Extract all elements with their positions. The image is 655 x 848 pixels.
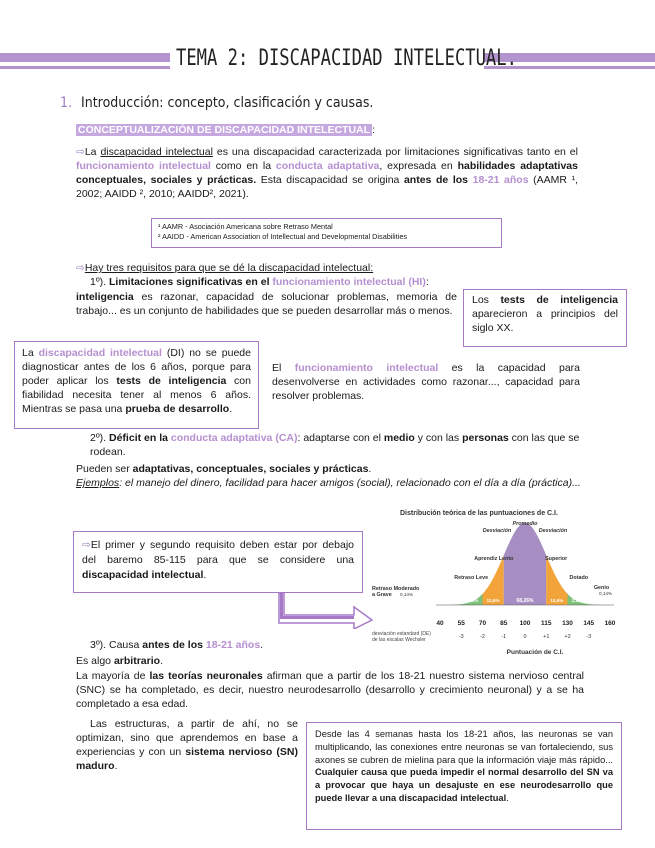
requisite-2-types: Pueden ser adaptativas, conceptuales, sociales y prácticas. xyxy=(76,463,372,475)
chart-x-tick-label: 100 xyxy=(519,620,531,627)
chart-x-tick-label: 130 xyxy=(562,620,573,627)
footnotes-box xyxy=(151,218,502,248)
requisite-1-heading: 1º). Limitaciones significativas en el funcionamiento intelectual (HI): xyxy=(90,276,429,288)
chart-x-axis-label: Puntuación de C.I. xyxy=(506,649,564,656)
chart-x-tick-label: 55 xyxy=(457,620,465,627)
chart-de-label: -3 xyxy=(458,634,464,640)
chart-de-label: -1 xyxy=(501,634,507,640)
chart-tail-percentage: 0,14% xyxy=(598,591,613,596)
tests-note-box: Los tests de inteligencia aparecieron a principios del siglo XX. xyxy=(463,289,627,347)
chart-category-label: Retraso Moderado xyxy=(372,586,420,592)
requisites-intro: ⇨Hay tres requisitos para que se dé la discapacidad intelectual: xyxy=(76,262,374,274)
chart-x-tick-label: 160 xyxy=(604,620,616,627)
chart-x-tick-label: 70 xyxy=(478,620,487,627)
di-diagnosis-box: La discapacidad intelectual (DI) no se puede diagnosticar antes de los 6 años, porque para poder aplicar los tests de inteligencia con fiabilidad necesita tener al menos 6 años. Mientras se pasa una prueba de desarrollo. xyxy=(14,341,259,429)
chart-tail-percentage: 0,14% xyxy=(400,592,414,597)
chart-desviacion-label: Desviación xyxy=(538,528,568,534)
chart-de-label: +1 xyxy=(543,634,550,640)
chart-title: Distribución teórica de las puntuaciones de C.I. xyxy=(400,510,558,517)
section-heading xyxy=(60,94,373,112)
footnote-2: ² AAIDD - American Association of Intellectual and Developmental Disabilities xyxy=(158,232,408,242)
subheading-label: CONCEPTUALIZACIÓN DE DISCAPACIDAD INTELECTUAL xyxy=(78,124,371,136)
chart-de-caption: desviación estandard (DE) xyxy=(372,631,431,637)
chart-de-label: 0 xyxy=(523,634,527,640)
arrow-to-chart-icon xyxy=(276,593,376,629)
title-bar-left xyxy=(0,53,170,62)
chart-x-tick-label: 145 xyxy=(583,620,595,627)
chart-category-label: Promedio xyxy=(512,521,538,527)
chart-percentage-label: 2,15% xyxy=(571,598,585,603)
definition-paragraph: ⇨La discapacidad intelectual es una discapacidad caracterizada por limitaciones significativas tanto en el funcionamiento intelectual como en la conducta adaptativa, expresada en habilidades adaptativas conceptuales, sociales y prácticas. Esta discapacidad se origina antes de los 18-21 años (AAMR ¹, 2002; AAIDD ², 2010; AAIDD², 2021). xyxy=(76,146,578,200)
neurodevelopment-box: Desde las 4 semanas hasta los 18-21 años, las neuronas se van multiplicando, las conexiones entre neuronas se van fortaleciendo, sus axones se cubren de mielina para que la información viaje más rápido... Cualquier causa que pueda impedir el normal desarrollo del SN va a provocar que haya un desajuste en ese neurodesarrollo que puede llevar a una discapacidad intelectual. xyxy=(306,722,622,830)
fi-note: El funcionamiento intelectual es la capacidad para desenvolverse en actividades como razonar..., capacidad para resolver problemas. xyxy=(272,362,580,402)
chart-category-label: Genio xyxy=(593,585,610,591)
baremo-box: ⇨El primer y segundo requisito deben estar por debajo del baremo 85-115 para que se considere una discapacidad intelectual. xyxy=(73,531,363,593)
chart-desviacion-label: Desviación xyxy=(482,528,512,534)
chart-de-label: +2 xyxy=(564,634,571,640)
footnote-1: ¹ AAMR - Asociación Americana sobre Retraso Mental xyxy=(158,222,333,231)
chart-percentage-label: 2,15% xyxy=(465,598,479,603)
title-bar-left-thin xyxy=(0,66,170,69)
chart-percentage-label: 13,6% xyxy=(486,598,500,603)
subheading: CONCEPTUALIZACIÓN DE DISCAPACIDAD INTELECTUAL : xyxy=(78,124,375,136)
chart-category-label: Superior xyxy=(545,556,568,562)
chart-percentage-label: 68,26% xyxy=(516,598,534,604)
page-title: TEMA 2: DISCAPACIDAD INTELECTUAL. xyxy=(176,46,517,71)
requisite-2-heading: 2º). Déficit en la conducta adaptativa (CA): adaptarse con el medio y con las personas con las que se rodean. xyxy=(90,432,580,458)
requisite-3-heading: 3º). Causa antes de los 18-21 años. xyxy=(90,639,264,651)
chart-x-tick-label: 115 xyxy=(541,620,552,627)
chart-x-tick-label: 85 xyxy=(500,620,508,627)
requisite-2-examples: Ejemplos: el manejo del dinero, facilidad para hacer amigos (social), relacionado con el día a día (práctica)... xyxy=(76,477,581,489)
chart-de-caption: de las escalas Wechsler xyxy=(372,637,426,643)
chart-x-tick-label: 40 xyxy=(436,620,444,627)
chart-category-label: Aprendiz Lento xyxy=(474,556,514,562)
chart-percentage-label: 13,6% xyxy=(550,598,564,603)
arrow-right-icon: ⇨ xyxy=(76,262,85,274)
chart-de-label: -3 xyxy=(586,634,592,640)
chart-category-label: Dotado xyxy=(569,575,589,581)
arrow-right-icon: ⇨ xyxy=(82,539,91,551)
arrow-right-icon: ⇨ xyxy=(76,146,85,158)
chart-category-label: Retraso Leve xyxy=(454,575,489,581)
requisite-3-paragraph: La mayoría de las teorías neuronales afirman que a partir de los 18-21 nuestro sistema nervioso central (SNC) se ha completado, es decir, nuestro neurodesarrollo (desarrollo y crecimiento neuronal) y a se ha completado a esa edad. xyxy=(76,670,584,710)
requisite-3-structures: Las estructuras, a partir de ahí, no se optimizan, sino que aprendemos en base a experiencias y con un sistema nervioso (SN) maduro. xyxy=(76,718,298,772)
iq-distribution-chart xyxy=(372,505,632,670)
requisite-3-arbitrary: Es algo arbitrario. xyxy=(76,655,163,667)
chart-category-label: a Grave xyxy=(372,592,392,598)
chart-band-center xyxy=(504,523,547,605)
section-number: 1. xyxy=(60,95,73,111)
section-title: Introducción: concepto, clasificación y causas. xyxy=(81,95,374,111)
chart-de-label: -2 xyxy=(480,634,485,640)
requisite-1-text: inteligencia es razonar, capacidad de solucionar problemas, memoria de trabajo... es un conjunto de habilidades que se pueden desarrollar más o menos. xyxy=(76,291,457,317)
